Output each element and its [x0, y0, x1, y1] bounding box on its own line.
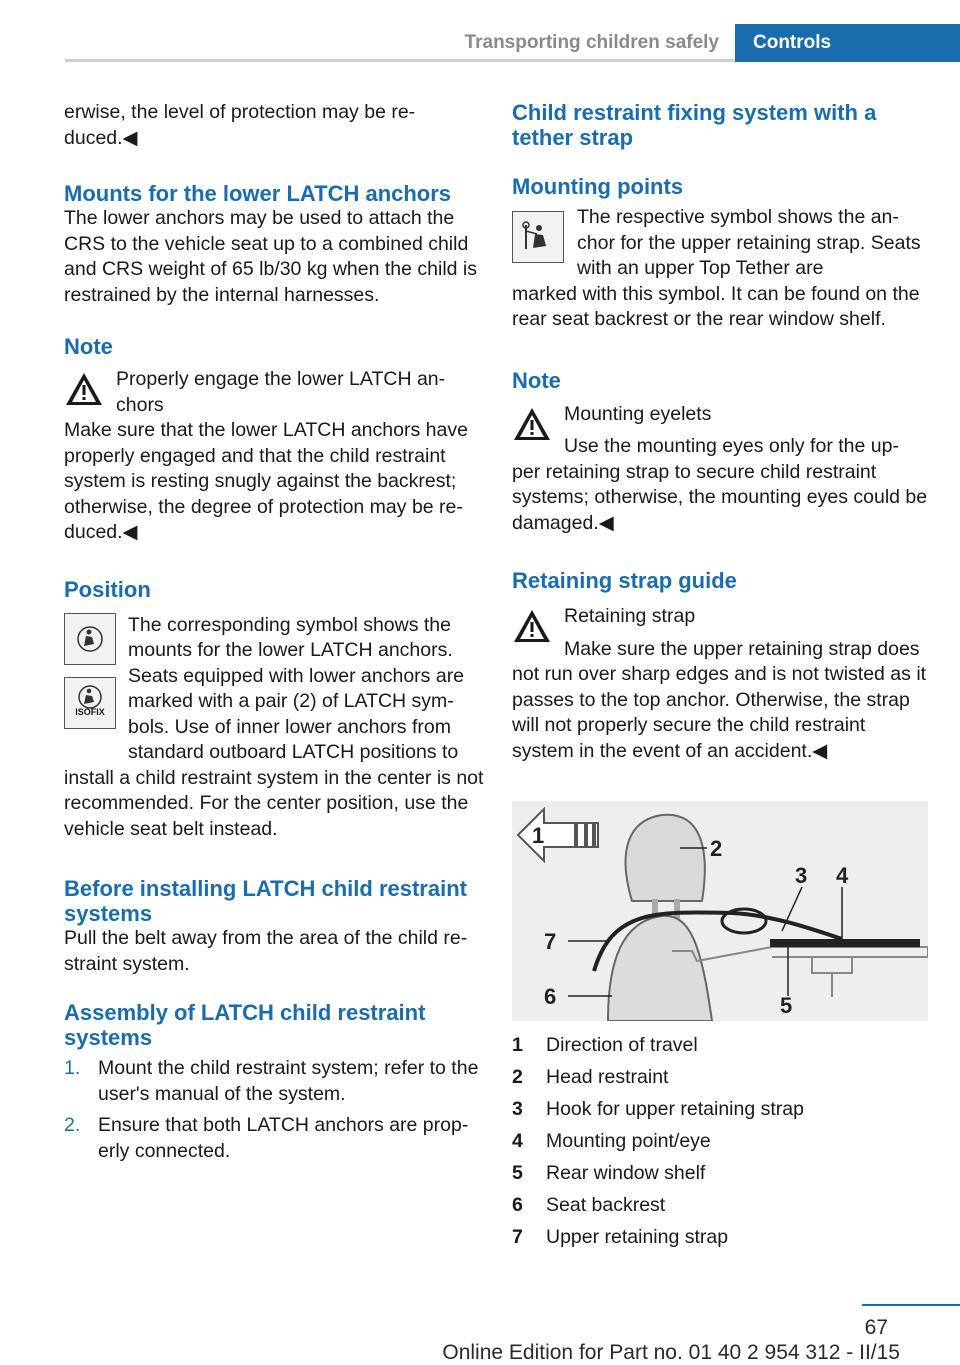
- guide-warning-head: Retaining strap: [564, 605, 696, 627]
- figure-label: 2: [710, 836, 723, 861]
- page-number: 67: [864, 1316, 888, 1339]
- retaining-strap-figure: [512, 801, 928, 1021]
- right-note-heading: Note: [512, 367, 561, 393]
- seat-backrest-shape: [608, 916, 712, 1021]
- isofix-symbol-icon: [64, 677, 116, 729]
- left-column: [64, 100, 484, 1164]
- list-item: 1. Mount the child restraint system; refer to the user's manual of the system.: [64, 1057, 479, 1105]
- guide-text-a: Make sure the upper retaining strap does: [564, 637, 920, 660]
- head-restraint-shape: [626, 815, 705, 901]
- warning-block: [64, 367, 484, 418]
- mounting-heading: Mounting points: [512, 174, 684, 199]
- warning-triangle-icon: [64, 371, 104, 407]
- isofix-label: ISOFIX: [75, 707, 105, 717]
- header-rule: [65, 59, 435, 62]
- footer-rule: [862, 1304, 960, 1306]
- top-tether-symbol-icon: [512, 211, 564, 263]
- fixing-heading: Child restraint fixing system with a tether strap: [512, 100, 877, 150]
- edition-footer: Online Edition for Part no. 01 40 2 954 312 - II/15: [442, 1341, 900, 1364]
- figure-label: 4: [836, 863, 849, 888]
- rear-window-shelf-shape: [770, 939, 920, 947]
- legend-item: 3 Hook for upper retaining strap: [512, 1098, 804, 1120]
- mounting-text-b: marked with this symbol. It can be found on the rear seat backrest or the rear window shelf.: [512, 282, 920, 330]
- list-item: 2. Ensure that both LATCH anchors are prop-erly connected.: [64, 1114, 469, 1162]
- position-block: [64, 613, 484, 766]
- figure-legend: [512, 1033, 930, 1251]
- legend-item: 1 Direction of travel: [512, 1034, 698, 1056]
- warning-triangle-icon: [512, 608, 552, 644]
- note-warning-head: Properly engage the lower LATCH an-chors: [116, 368, 446, 416]
- guide-heading: Retaining strap guide: [512, 568, 737, 593]
- assembly-steps: [64, 1056, 484, 1164]
- legend-item: 6 Seat backrest: [512, 1194, 666, 1216]
- figure-label: 3: [795, 863, 808, 888]
- legend-item: 4 Mounting point/eye: [512, 1130, 711, 1152]
- right-note-text-b: per retaining strap to secure child restraint systems; otherwise, the mounting eyes could be damaged.◀: [512, 460, 928, 534]
- figure-label: 1: [532, 823, 545, 848]
- note-heading: Note: [64, 334, 113, 359]
- legend-item: 2 Head restraint: [512, 1066, 669, 1088]
- before-heading: Before installing LATCH child restraint systems: [64, 876, 467, 926]
- intro-tail: erwise, the level of protection may be re-duced.◀: [64, 101, 416, 149]
- mounting-block: [512, 205, 930, 282]
- warning-triangle-icon: [512, 406, 552, 442]
- header-section-tab: Transporting children safely: [435, 24, 735, 62]
- guide-warning-block: [512, 604, 930, 662]
- mounting-text-a: The respective symbol shows the an-chor for the upper retaining strap. Seats with an upper Top Tether are: [577, 206, 921, 279]
- mounts-text: The lower anchors may be used to attach the CRS to the vehicle seat up to a combined child and CRS weight of 65 lb/30 kg when the child is restrained by the internal harnesses.: [64, 207, 477, 306]
- position-text-b: install a child restraint system in the center is not recommended. For the center position, use the vehicle seat belt instead.: [64, 766, 484, 840]
- right-note-warning-head: Mounting eyelets: [564, 402, 712, 425]
- right-note-text-a: Use the mounting eyes only for the up-: [564, 435, 899, 457]
- figure-label: 7: [544, 929, 557, 954]
- header-chapter-tab: Controls: [735, 24, 960, 62]
- right-warning-block: [512, 402, 930, 460]
- position-heading: Position: [64, 576, 151, 602]
- guide-text-b: not run over sharp edges and is not twisted as it passes to the top anchor. Otherwise, the strap will not properly secure the child restraint system in the event of an accident.◀: [512, 663, 927, 762]
- note-text: Make sure that the lower LATCH anchors have properly engaged and that the child restraint system is resting snugly against the backrest; otherwise, the degree of protection may be re-duced.◀: [64, 419, 468, 543]
- figure-label: 6: [544, 984, 557, 1009]
- figure-label: 5: [780, 993, 793, 1018]
- assembly-heading: Assembly of LATCH child restraint systems: [64, 1000, 426, 1050]
- legend-item: 5 Rear window shelf: [512, 1162, 706, 1184]
- legend-item: 7 Upper retaining strap: [512, 1226, 729, 1248]
- latch-seat-symbol-icon: [64, 613, 116, 665]
- right-column: [512, 100, 930, 1251]
- before-text: Pull the belt away from the area of the child re-straint system.: [64, 927, 468, 975]
- position-text-a: The corresponding symbol shows the mounts for the lower LATCH anchors. Seats equipped with lower anchors are marked with a pair (2) of LATCH sym-bols. Use of inner lower anchors from standard outboard LATCH positions to: [128, 613, 465, 763]
- mounts-heading: Mounts for the lower LATCH anchors: [64, 181, 452, 206]
